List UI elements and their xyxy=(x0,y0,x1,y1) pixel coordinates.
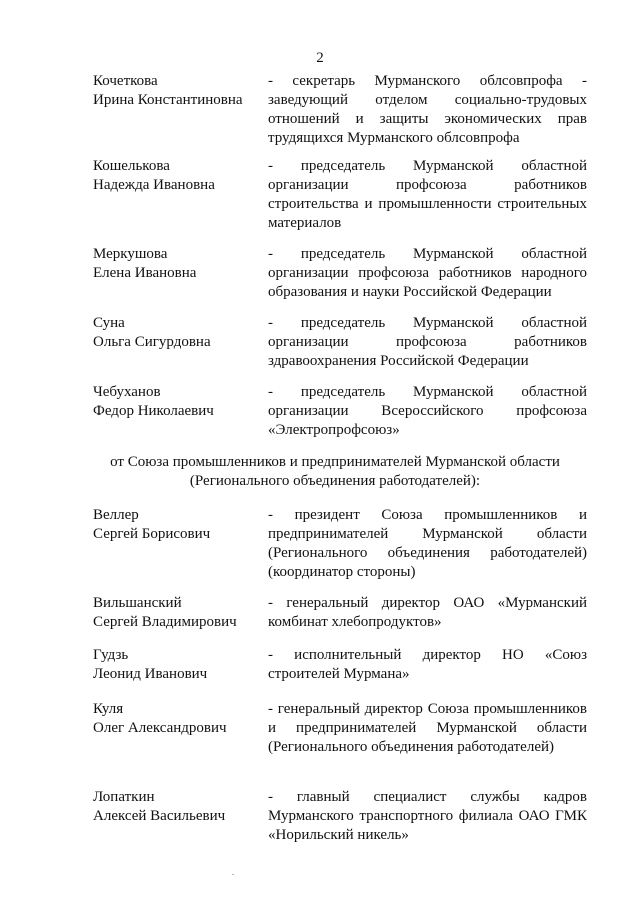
member-role: - исполнительный директор НО «Союз строителей Мурмана» xyxy=(268,647,587,682)
member-role: - председатель Мурманской областной организации профсоюза работников народного образования и науки Российской Федерации xyxy=(268,246,587,300)
member-surname: Вильшанский xyxy=(93,595,182,611)
member-given-names: Сергей Владимирович xyxy=(93,614,237,630)
member-given-names: Леонид Иванович xyxy=(93,666,208,682)
member-role: - председатель Мурманской областной организации Всероссийского профсоюза «Электропрофсоюз» xyxy=(268,384,587,438)
section-heading xyxy=(100,453,570,491)
member-name xyxy=(93,594,263,632)
member-name xyxy=(93,506,263,544)
member-name xyxy=(93,245,263,283)
member-given-names: Алексей Васильевич xyxy=(93,808,226,824)
member-name xyxy=(93,700,263,738)
member-role: - генеральный директор Союза промышленников и предпринимателей Мурманской области (Регионального объединения работодателей) xyxy=(268,701,587,755)
member-role: - председатель Мурманской областной организации профсоюза работников строительства и промышленности строительных материалов xyxy=(268,158,587,231)
member-name xyxy=(93,383,263,421)
member-surname: Меркушова xyxy=(93,246,168,262)
member-surname: Суна xyxy=(93,315,125,331)
member-surname: Лопаткин xyxy=(93,789,155,805)
member-role: - генеральный директор ОАО «Мурманский комбинат хлебопродуктов» xyxy=(268,595,587,630)
member-name xyxy=(93,72,263,110)
member-given-names: Ольга Сигурдовна xyxy=(93,334,211,350)
scan-speck: . xyxy=(232,868,234,877)
member-role: - президент Союза промышленников и предпринимателей Мурманской области (Регионального объединения работодателей) (координатор стороны) xyxy=(268,507,587,580)
member-given-names: Елена Ивановна xyxy=(93,265,197,281)
member-given-names: Федор Николаевич xyxy=(93,403,214,419)
section-heading-line: (Регионального объединения работодателей): xyxy=(189,473,481,489)
member-surname: Кочеткова xyxy=(93,73,158,89)
section-heading-line: от Союза промышленников и предпринимателей Мурманской области xyxy=(110,454,560,470)
member-surname: Веллер xyxy=(93,507,139,523)
member-name xyxy=(93,157,263,195)
member-surname: Гудзь xyxy=(93,647,129,663)
member-name xyxy=(93,646,263,684)
member-name xyxy=(93,788,263,826)
member-surname: Кошелькова xyxy=(93,158,170,174)
member-given-names: Надежда Ивановна xyxy=(93,177,215,193)
member-surname: Куля xyxy=(93,701,124,717)
member-surname: Чебуханов xyxy=(93,384,161,400)
member-given-names: Олег Александрович xyxy=(93,720,227,736)
page-number: 2 xyxy=(316,50,324,66)
member-given-names: Сергей Борисович xyxy=(93,526,211,542)
member-role: - главный специалист службы кадров Мурманского транспортного филиала ОАО ГМК «Норильский никель» xyxy=(268,789,587,843)
member-role: - секретарь Мурманского облсовпрофа - заведующий отделом социально-трудовых отношений и защиты экономических прав трудящихся Мурманского облсовпрофа xyxy=(268,73,587,146)
member-role: - председатель Мурманской областной организации профсоюза работников здравоохранения Российской Федерации xyxy=(268,315,587,369)
member-name xyxy=(93,314,263,352)
member-given-names: Ирина Константиновна xyxy=(93,92,243,108)
